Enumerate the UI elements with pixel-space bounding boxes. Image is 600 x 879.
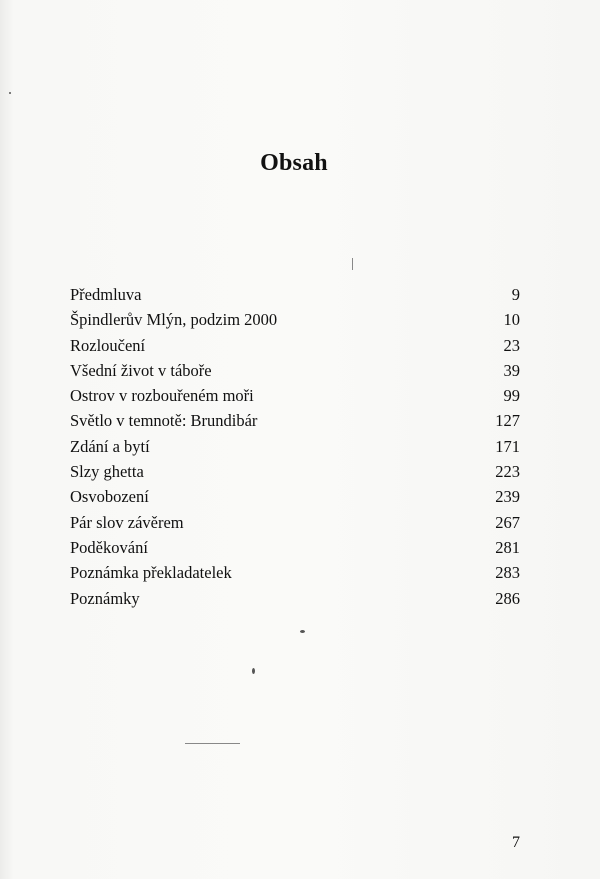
toc-entry-page: 223 <box>495 462 520 482</box>
toc-entry <box>70 459 520 484</box>
toc-entry-page: 10 <box>503 310 520 330</box>
toc-entry-page: 23 <box>503 335 520 355</box>
toc-entry-title: Poznámky <box>70 588 140 608</box>
toc-entry-title: Špindlerův Mlýn, podzim 2000 <box>70 310 278 330</box>
toc-entry <box>70 408 520 433</box>
table-of-contents <box>70 282 520 611</box>
toc-entry-title: Všední život v táboře <box>70 360 212 380</box>
toc-entry <box>70 383 520 408</box>
toc-entry-title: Světlo v temnotě: Brundibár <box>70 411 258 431</box>
scan-speck <box>9 92 11 94</box>
toc-entry-page: 127 <box>495 411 520 431</box>
toc-entry-title: Pár slov závěrem <box>70 512 184 532</box>
toc-entry <box>70 560 520 585</box>
toc-entry-page: 39 <box>503 360 520 380</box>
toc-entry-title: Slzy ghetta <box>70 462 144 482</box>
toc-entry-page: 171 <box>495 436 520 456</box>
toc-entry-title: Osvobození <box>70 487 149 507</box>
toc-entry <box>70 535 520 560</box>
toc-entry-page: 9 <box>511 285 520 304</box>
toc-entry-title: Rozloučení <box>70 335 146 355</box>
toc-entry <box>70 333 520 358</box>
scan-speck <box>300 630 305 633</box>
toc-entry <box>70 586 520 611</box>
toc-entry-title: Předmluva <box>70 285 142 304</box>
toc-entry-page: 286 <box>495 588 520 608</box>
toc-entry-page: 283 <box>495 563 520 583</box>
toc-entry-title: Poděkování <box>70 537 148 557</box>
scan-mark <box>185 743 240 744</box>
toc-entry-title: Poznámka překladatelek <box>70 563 232 583</box>
toc-entry-title: Zdání a bytí <box>70 436 150 456</box>
toc-entry <box>70 282 520 307</box>
toc-entry-title: Ostrov v rozbouřeném moři <box>70 386 254 406</box>
toc-entry-page: 239 <box>495 487 520 507</box>
page-title: Obsah <box>260 150 328 176</box>
toc-entry <box>70 510 520 535</box>
toc-entry <box>70 307 520 332</box>
page-number: 7 <box>512 834 520 851</box>
scan-speck <box>252 668 255 674</box>
toc-entry <box>70 484 520 509</box>
toc-entry-page: 281 <box>495 537 520 557</box>
toc-entry <box>70 358 520 383</box>
scan-mark <box>352 258 353 270</box>
toc-entry-page: 99 <box>503 386 520 406</box>
toc-entry-page: 267 <box>495 512 520 532</box>
toc-entry <box>70 434 520 459</box>
